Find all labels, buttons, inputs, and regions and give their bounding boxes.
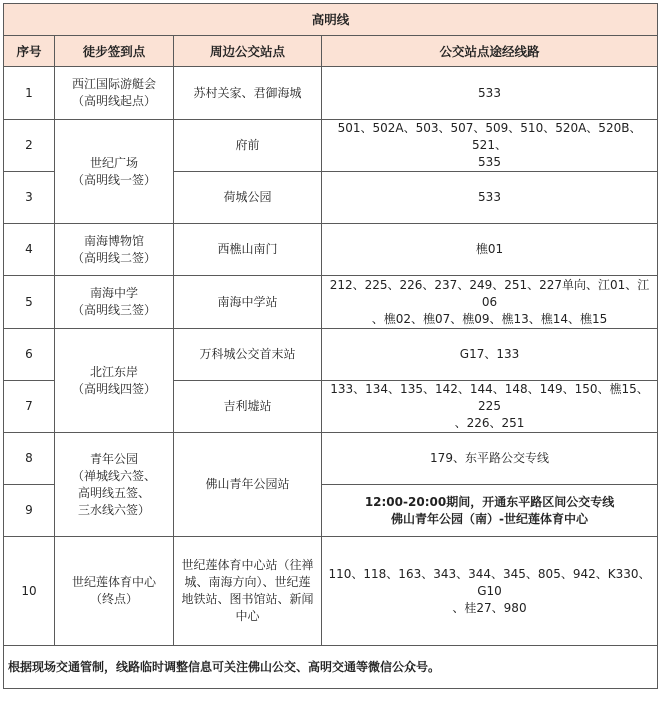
table-row [4,120,658,172]
table-row [4,276,658,329]
table-row [4,329,658,381]
row-no: 2 [4,120,55,172]
row-no: 7 [4,381,55,433]
table-title: 高明线 [4,4,658,36]
row-no: 5 [4,276,55,329]
table-row [4,537,658,646]
stop-cell: 荷城公园 [174,172,322,224]
row-no: 9 [4,485,55,537]
checkpoint-cell: 南海中学 （高明线三签） [55,276,174,329]
lines-cell: 533 [322,67,658,120]
note-row [4,646,658,689]
checkpoint-cell: 世纪莲体育中心 （终点） [55,537,174,646]
stop-cell: 吉利墟站 [174,381,322,433]
stop-cell: 西樵山南门 [174,224,322,276]
row-no: 6 [4,329,55,381]
stop-cell: 苏村关家、君御海城 [174,67,322,120]
route-table [3,3,658,689]
lines-cell: 樵01 [322,224,658,276]
stop-cell: 佛山青年公园站 [174,433,322,537]
row-no: 4 [4,224,55,276]
table-row [4,224,658,276]
stop-cell: 府前 [174,120,322,172]
checkpoint-cell: 青年公园 （禅城线六签、 高明线五签、 三水线六签） [55,433,174,537]
row-no: 3 [4,172,55,224]
checkpoint-cell: 北江东岸 （高明线四签） [55,329,174,433]
header-checkpoint: 徒步签到点 [55,36,174,67]
table-title-row [4,4,658,36]
lines-cell: 179、东平路公交专线 [322,433,658,485]
header-stop: 周边公交站点 [174,36,322,67]
header-no: 序号 [4,36,55,67]
header-row [4,36,658,67]
row-no: 10 [4,537,55,646]
row-no: 1 [4,67,55,120]
stop-cell: 世纪莲体育中心站（往禅 城、南海方向）、世纪莲 地铁站、图书馆站、新闻 中心 [174,537,322,646]
checkpoint-cell: 南海博物馆 （高明线二签） [55,224,174,276]
lines-cell: 110、118、163、343、344、345、805、942、K330、G10 、桂27、980 [322,537,658,646]
checkpoint-cell: 西江国际游艇会 （高明线起点） [55,67,174,120]
note-text: 根据现场交通管制，线路临时调整信息可关注佛山公交、高明交通等微信公众号。 [4,646,658,689]
stop-cell: 南海中学站 [174,276,322,329]
table-row [4,433,658,485]
lines-cell: 533 [322,172,658,224]
lines-cell: G17、133 [322,329,658,381]
table-row [4,67,658,120]
lines-cell: 133、134、135、142、144、148、149、150、樵15、225 、226、251 [322,381,658,433]
stop-cell: 万科城公交首末站 [174,329,322,381]
header-lines: 公交站点途经线路 [322,36,658,67]
lines-cell: 12:00-20:00期间，开通东平路区间公交专线 佛山青年公园（南）-世纪莲体育中心 [322,485,658,537]
row-no: 8 [4,433,55,485]
lines-cell: 212、225、226、237、249、251、227单向、江01、江06 、樵02、樵07、樵09、樵13、樵14、樵15 [322,276,658,329]
lines-cell: 501、502A、503、507、509、510、520A、520B、521、 535 [322,120,658,172]
checkpoint-cell: 世纪广场 （高明线一签） [55,120,174,224]
